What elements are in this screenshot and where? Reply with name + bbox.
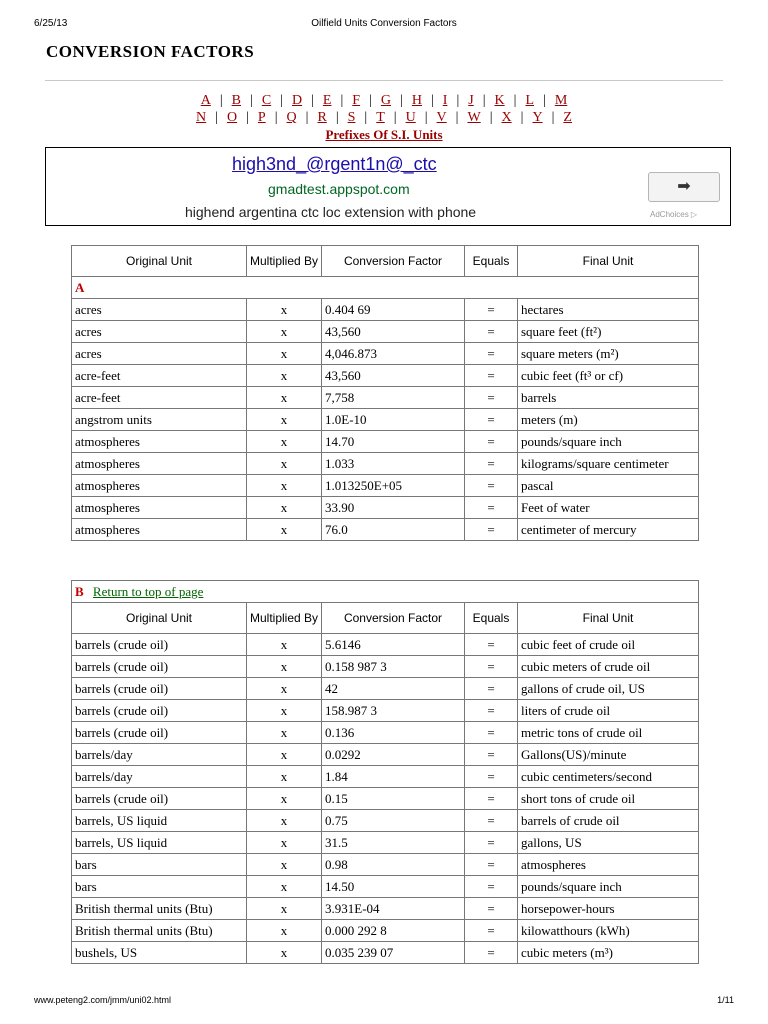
cell-original-unit: atmospheres	[72, 453, 247, 475]
cell-original-unit: bars	[72, 854, 247, 876]
ad-url[interactable]: gmadtest.appspot.com	[268, 181, 410, 197]
cell-original-unit: barrels (crude oil)	[72, 700, 247, 722]
cell-final-unit: metric tons of crude oil	[518, 722, 699, 744]
alphabet-separator: |	[400, 93, 403, 108]
cell-original-unit: acres	[72, 321, 247, 343]
alphabet-link-p[interactable]: P	[257, 110, 266, 125]
ad-banner[interactable]	[45, 147, 731, 226]
cell-conversion-factor: 14.50	[322, 876, 465, 898]
adchoices-icon[interactable]: AdChoices ▷	[650, 210, 698, 219]
cell-multiplied-by: x	[247, 634, 322, 656]
divider	[45, 80, 723, 81]
cell-equals: =	[465, 343, 518, 365]
alphabet-row-2	[45, 109, 723, 126]
page-number: 1/11	[717, 995, 734, 1005]
cell-conversion-factor: 3.931E-04	[322, 898, 465, 920]
cell-multiplied-by: x	[247, 475, 322, 497]
cell-conversion-factor: 43,560	[322, 321, 465, 343]
ad-arrow-button[interactable]	[648, 172, 720, 202]
cell-conversion-factor: 76.0	[322, 519, 465, 541]
ad-headline[interactable]: high3nd_@rgent1n@_ctc	[232, 154, 437, 174]
cell-multiplied-by: x	[247, 722, 322, 744]
ad-description: highend argentina ctc loc extension with phone	[185, 204, 477, 220]
col-equals: Equals	[465, 603, 518, 634]
alphabet-nav	[45, 92, 723, 126]
alphabet-link-o[interactable]: O	[226, 110, 238, 125]
cell-multiplied-by: x	[247, 409, 322, 431]
cell-equals: =	[465, 497, 518, 519]
cell-original-unit: barrels (crude oil)	[72, 656, 247, 678]
cell-final-unit: cubic centimeters/second	[518, 766, 699, 788]
cell-original-unit: atmospheres	[72, 497, 247, 519]
cell-conversion-factor: 0.158 987 3	[322, 656, 465, 678]
cell-original-unit: barrels, US liquid	[72, 810, 247, 832]
table-row	[72, 343, 699, 365]
cell-final-unit: pascal	[518, 475, 699, 497]
col-equals: Equals	[465, 246, 518, 277]
table-row	[72, 920, 699, 942]
cell-final-unit: short tons of crude oil	[518, 788, 699, 810]
cell-equals: =	[465, 854, 518, 876]
alphabet-separator: |	[369, 93, 372, 108]
col-original-unit: Original Unit	[72, 603, 247, 634]
alphabet-link-h[interactable]: H	[411, 93, 422, 108]
cell-original-unit: bushels, US	[72, 942, 247, 964]
cell-final-unit: pounds/square inch	[518, 876, 699, 898]
cell-equals: =	[465, 766, 518, 788]
cell-multiplied-by: x	[247, 343, 322, 365]
cell-final-unit: kilowatthours (kWh)	[518, 920, 699, 942]
cell-multiplied-by: x	[247, 810, 322, 832]
cell-equals: =	[465, 942, 518, 964]
cell-multiplied-by: x	[247, 431, 322, 453]
table-row	[72, 365, 699, 387]
page-title: CONVERSION FACTORS	[46, 42, 255, 61]
cell-conversion-factor: 1.0E-10	[322, 409, 465, 431]
cell-original-unit: angstrom units	[72, 409, 247, 431]
table-row	[72, 744, 699, 766]
print-footer	[34, 995, 734, 1009]
cell-final-unit: cubic meters (m³)	[518, 942, 699, 964]
cell-final-unit: cubic feet (ft³ or cf)	[518, 365, 699, 387]
cell-conversion-factor: 43,560	[322, 365, 465, 387]
cell-conversion-factor: 42	[322, 678, 465, 700]
prefixes-link-wrap	[45, 127, 723, 143]
cell-conversion-factor: 0.136	[322, 722, 465, 744]
cell-conversion-factor: 5.6146	[322, 634, 465, 656]
cell-multiplied-by: x	[247, 678, 322, 700]
cell-conversion-factor: 0.000 292 8	[322, 920, 465, 942]
alphabet-separator: |	[250, 93, 253, 108]
cell-equals: =	[465, 656, 518, 678]
cell-multiplied-by: x	[247, 876, 322, 898]
cell-final-unit: horsepower-hours	[518, 898, 699, 920]
alphabet-separator: |	[219, 93, 223, 108]
print-header	[34, 18, 734, 32]
cell-final-unit: gallons of crude oil, US	[518, 678, 699, 700]
cell-final-unit: cubic meters of crude oil	[518, 656, 699, 678]
alphabet-link-q[interactable]: Q	[286, 110, 297, 125]
alphabet-separator: |	[311, 93, 314, 108]
cell-final-unit: cubic feet of crude oil	[518, 634, 699, 656]
table-row	[72, 453, 699, 475]
alphabet-link-k[interactable]: K	[494, 93, 505, 108]
cell-original-unit: bars	[72, 876, 247, 898]
cell-original-unit: barrels (crude oil)	[72, 722, 247, 744]
alphabet-link-s[interactable]: S	[347, 110, 356, 125]
cell-equals: =	[465, 744, 518, 766]
alphabet-link-x[interactable]: X	[501, 110, 512, 125]
cell-conversion-factor: 158.987 3	[322, 700, 465, 722]
alphabet-separator: |	[489, 110, 493, 125]
cell-conversion-factor: 0.404 69	[322, 299, 465, 321]
cell-original-unit: atmospheres	[72, 519, 247, 541]
alphabet-separator: |	[482, 93, 486, 108]
cell-original-unit: acre-feet	[72, 365, 247, 387]
cell-conversion-factor: 0.0292	[322, 744, 465, 766]
cell-conversion-factor: 1.033	[322, 453, 465, 475]
alphabet-separator: |	[424, 110, 428, 125]
alphabet-link-f[interactable]: F	[352, 93, 361, 108]
cell-equals: =	[465, 920, 518, 942]
cell-original-unit: British thermal units (Btu)	[72, 920, 247, 942]
cell-equals: =	[465, 365, 518, 387]
col-original-unit: Original Unit	[72, 246, 247, 277]
alphabet-separator: |	[393, 110, 397, 125]
alphabet-link-e[interactable]: E	[322, 93, 332, 108]
alphabet-link-z[interactable]: Z	[563, 110, 572, 125]
alphabet-separator: |	[520, 110, 524, 125]
table-row	[72, 898, 699, 920]
cell-conversion-factor: 31.5	[322, 832, 465, 854]
alphabet-link-i[interactable]: I	[442, 93, 448, 108]
alphabet-separator: |	[430, 93, 434, 108]
table-row	[72, 519, 699, 541]
cell-multiplied-by: x	[247, 942, 322, 964]
alphabet-separator: |	[364, 110, 368, 125]
alphabet-link-y[interactable]: Y	[532, 110, 543, 125]
cell-conversion-factor: 0.15	[322, 788, 465, 810]
table-header-row	[72, 603, 699, 634]
col-final-unit: Final Unit	[518, 603, 699, 634]
cell-conversion-factor: 7,758	[322, 387, 465, 409]
cell-original-unit: British thermal units (Btu)	[72, 898, 247, 920]
table-row	[72, 942, 699, 964]
col-multiplied-by: Multiplied By	[247, 246, 322, 277]
table-row	[72, 475, 699, 497]
alphabet-separator: |	[543, 93, 546, 108]
cell-equals: =	[465, 519, 518, 541]
cell-multiplied-by: x	[247, 832, 322, 854]
cell-equals: =	[465, 321, 518, 343]
cell-original-unit: barrels, US liquid	[72, 832, 247, 854]
cell-conversion-factor: 0.035 239 07	[322, 942, 465, 964]
cell-multiplied-by: x	[247, 519, 322, 541]
cell-conversion-factor: 0.98	[322, 854, 465, 876]
prefixes-link[interactable]: Prefixes Of S.I. Units	[325, 127, 443, 142]
cell-original-unit: barrels (crude oil)	[72, 678, 247, 700]
alphabet-link-a[interactable]: A	[200, 93, 211, 108]
col-multiplied-by: Multiplied By	[247, 603, 322, 634]
cell-conversion-factor: 14.70	[322, 431, 465, 453]
alphabet-separator: |	[305, 110, 309, 125]
cell-original-unit: acre-feet	[72, 387, 247, 409]
cell-conversion-factor: 1.013250E+05	[322, 475, 465, 497]
alphabet-link-t[interactable]: T	[376, 110, 385, 125]
section-letter-a: A	[75, 279, 85, 295]
cell-original-unit: atmospheres	[72, 431, 247, 453]
table-row	[72, 766, 699, 788]
cell-multiplied-by: x	[247, 387, 322, 409]
cell-original-unit: barrels/day	[72, 744, 247, 766]
cell-equals: =	[465, 678, 518, 700]
cell-multiplied-by: x	[247, 854, 322, 876]
cell-final-unit: meters (m)	[518, 409, 699, 431]
cell-equals: =	[465, 387, 518, 409]
arrow-right-icon: ➡	[677, 178, 691, 195]
cell-original-unit: barrels (crude oil)	[72, 634, 247, 656]
print-url: www.peteng2.com/jmm/uni02.html	[34, 995, 172, 1005]
alphabet-link-n[interactable]: N	[196, 110, 207, 125]
alphabet-link-j[interactable]: J	[468, 93, 474, 108]
alphabet-link-m[interactable]: M	[554, 93, 568, 108]
alphabet-link-d[interactable]: D	[291, 93, 303, 108]
cell-final-unit: square meters (m²)	[518, 343, 699, 365]
cell-final-unit: Gallons(US)/minute	[518, 744, 699, 766]
cell-multiplied-by: x	[247, 898, 322, 920]
return-to-top-link[interactable]: Return to top of page	[92, 583, 204, 599]
alphabet-separator: |	[513, 93, 517, 108]
cell-final-unit: hectares	[518, 299, 699, 321]
cell-final-unit: atmospheres	[518, 854, 699, 876]
col-final-unit: Final Unit	[518, 246, 699, 277]
cell-multiplied-by: x	[247, 321, 322, 343]
alphabet-link-v[interactable]: V	[436, 110, 447, 125]
cell-equals: =	[465, 876, 518, 898]
alphabet-separator: |	[246, 110, 249, 125]
table-header-row	[72, 246, 699, 277]
alphabet-separator: |	[340, 93, 344, 108]
alphabet-separator: |	[551, 110, 555, 125]
col-conversion-factor: Conversion Factor	[322, 603, 465, 634]
cell-multiplied-by: x	[247, 365, 322, 387]
cell-multiplied-by: x	[247, 299, 322, 321]
table-row	[72, 832, 699, 854]
alphabet-separator: |	[455, 110, 459, 125]
table-row	[72, 678, 699, 700]
alphabet-link-l[interactable]: L	[525, 93, 535, 108]
cell-final-unit: Feet of water	[518, 497, 699, 519]
cell-conversion-factor: 0.75	[322, 810, 465, 832]
cell-original-unit: acres	[72, 299, 247, 321]
alphabet-link-b[interactable]: B	[231, 93, 241, 108]
table-section-a	[71, 245, 699, 541]
cell-equals: =	[465, 409, 518, 431]
table-row	[72, 321, 699, 343]
cell-multiplied-by: x	[247, 453, 322, 475]
cell-final-unit: pounds/square inch	[518, 431, 699, 453]
cell-original-unit: acres	[72, 343, 247, 365]
section-header-b	[72, 581, 699, 603]
cell-multiplied-by: x	[247, 656, 322, 678]
alphabet-link-c[interactable]: C	[261, 93, 272, 108]
cell-original-unit: barrels (crude oil)	[72, 788, 247, 810]
cell-final-unit: liters of crude oil	[518, 700, 699, 722]
cell-final-unit: barrels	[518, 387, 699, 409]
table-row	[72, 497, 699, 519]
alphabet-separator: |	[280, 93, 283, 108]
cell-multiplied-by: x	[247, 766, 322, 788]
table-row	[72, 788, 699, 810]
cell-conversion-factor: 4,046.873	[322, 343, 465, 365]
table-row	[72, 854, 699, 876]
cell-equals: =	[465, 431, 518, 453]
cell-equals: =	[465, 299, 518, 321]
cell-multiplied-by: x	[247, 788, 322, 810]
table-row	[72, 299, 699, 321]
alphabet-link-w[interactable]: W	[467, 110, 481, 125]
alphabet-separator: |	[274, 110, 278, 125]
cell-multiplied-by: x	[247, 920, 322, 942]
table-row	[72, 431, 699, 453]
cell-equals: =	[465, 898, 518, 920]
table-row	[72, 409, 699, 431]
alphabet-row-1	[45, 92, 723, 109]
alphabet-separator: |	[215, 110, 218, 125]
table-row	[72, 634, 699, 656]
cell-multiplied-by: x	[247, 744, 322, 766]
cell-equals: =	[465, 634, 518, 656]
alphabet-link-r[interactable]: R	[317, 110, 327, 125]
table-row	[72, 700, 699, 722]
cell-multiplied-by: x	[247, 497, 322, 519]
cell-conversion-factor: 1.84	[322, 766, 465, 788]
alphabet-link-u[interactable]: U	[405, 110, 416, 125]
cell-equals: =	[465, 810, 518, 832]
cell-equals: =	[465, 700, 518, 722]
cell-final-unit: barrels of crude oil	[518, 810, 699, 832]
cell-final-unit: gallons, US	[518, 832, 699, 854]
table-row	[72, 810, 699, 832]
alphabet-separator: |	[335, 110, 339, 125]
table-row	[72, 876, 699, 898]
print-title: Oilfield Units Conversion Factors	[311, 18, 457, 29]
cell-conversion-factor: 33.90	[322, 497, 465, 519]
table-row	[72, 722, 699, 744]
table-section-b	[71, 580, 699, 964]
cell-equals: =	[465, 832, 518, 854]
cell-final-unit: centimeter of mercury	[518, 519, 699, 541]
cell-equals: =	[465, 475, 518, 497]
section-letter-b: B	[75, 583, 84, 599]
table-row	[72, 656, 699, 678]
cell-equals: =	[465, 722, 518, 744]
cell-multiplied-by: x	[247, 700, 322, 722]
cell-final-unit: kilograms/square centimeter	[518, 453, 699, 475]
cell-equals: =	[465, 788, 518, 810]
cell-equals: =	[465, 453, 518, 475]
alphabet-separator: |	[456, 93, 460, 108]
cell-original-unit: atmospheres	[72, 475, 247, 497]
alphabet-link-g[interactable]: G	[380, 93, 392, 108]
cell-original-unit: barrels/day	[72, 766, 247, 788]
col-conversion-factor: Conversion Factor	[322, 246, 465, 277]
table-row	[72, 387, 699, 409]
section-header-a	[72, 277, 699, 299]
print-date: 6/25/13	[34, 18, 68, 29]
cell-final-unit: square feet (ft²)	[518, 321, 699, 343]
